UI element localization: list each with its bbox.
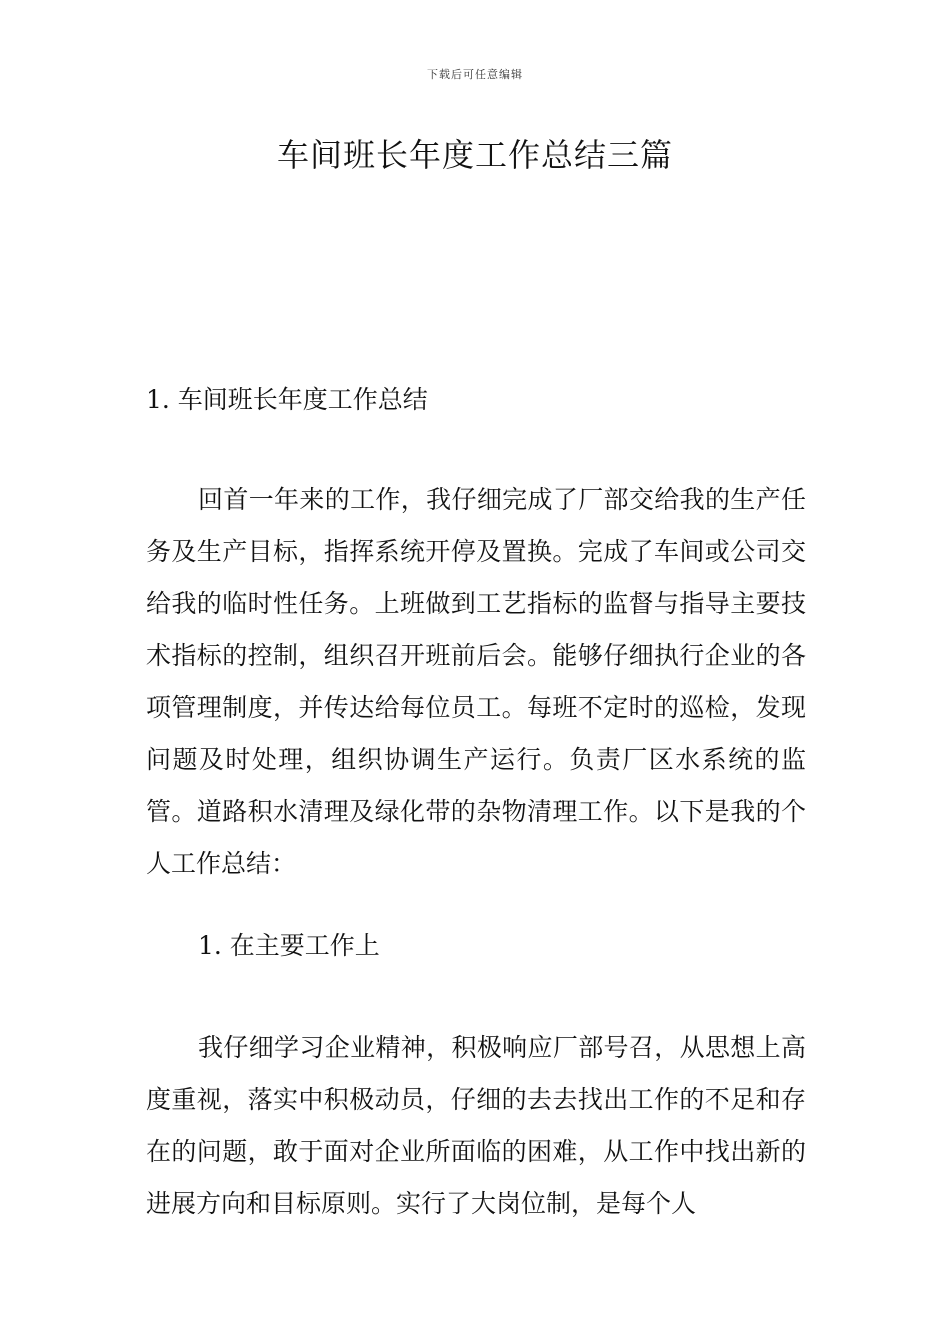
document-title: 车间班长年度工作总结三篇 (276, 136, 673, 174)
header-note: 下载后可任意编辑 (427, 68, 523, 81)
sub-heading: 1. 在主要工作上 (198, 931, 380, 960)
section-heading: 1. 车间班长年度工作总结 (146, 385, 428, 414)
section-paragraph: 回首一年来的工作，我仔细完成了厂部交给我的生产任务及生产目标，指挥系统开停及置换。完成了车间或公司交给我的临时性任务。上班做到工艺指标的监督与指导主要技术指标的控制，组织召开班前后会。能够仔细执行企业的各项管理制度，并传达给每位员工。每班不定时的巡检，发现问题及时处理，组织协调生产运行。负责厂区水系统的监管。道路积水清理及绿化带的杂物清理工作。以下是我的个人工作总结： (146, 485, 806, 878)
sub-paragraph: 我仔细学习企业精神，积极响应厂部号召，从思想上高度重视，落实中积极动员，仔细的去去找出工作的不足和存在的问题，敢于面对企业所面临的困难，从工作中找出新的进展方向和目标原则。实行了大岗位制，是每个人 (146, 1033, 806, 1218)
